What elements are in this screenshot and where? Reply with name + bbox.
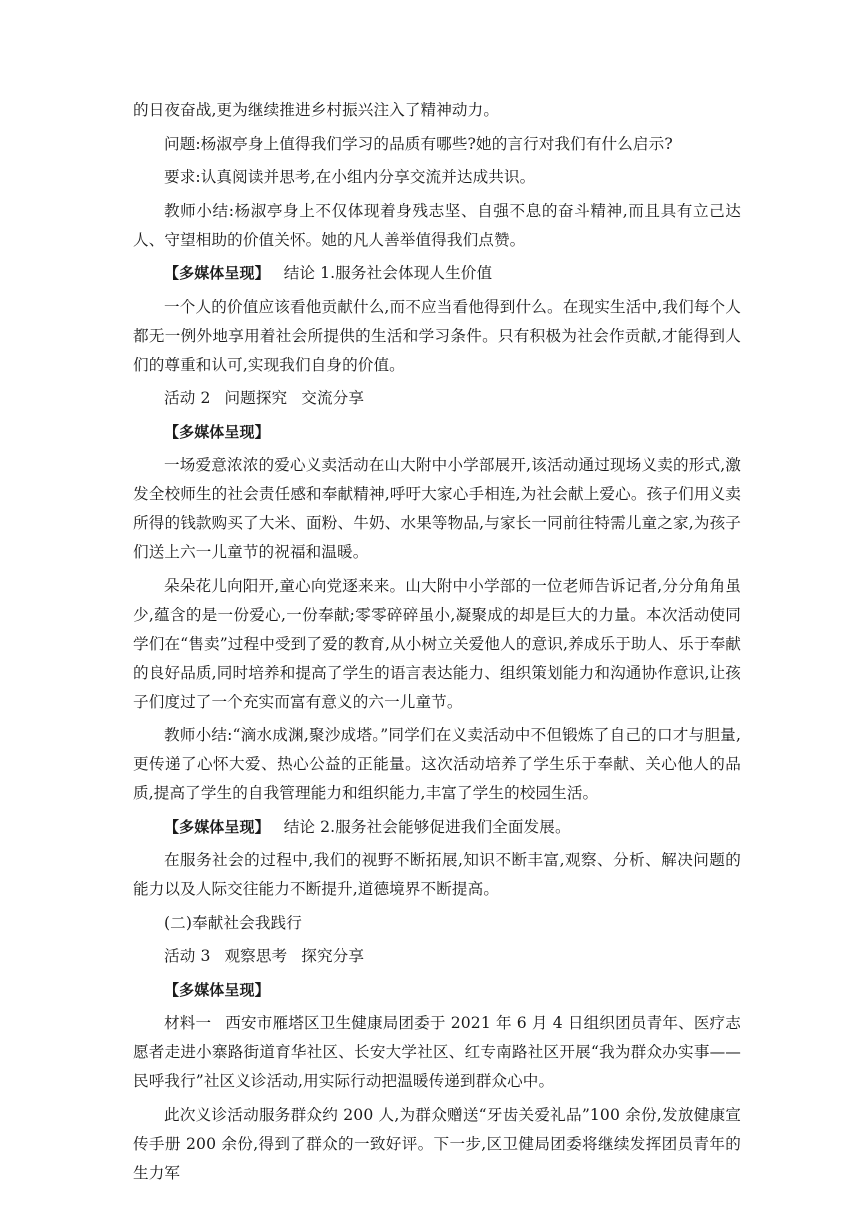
multimedia-tag: 【多媒体呈现】: [164, 980, 270, 999]
section-heading: (二)奉献社会我践行: [164, 913, 302, 932]
activity-subtitle: 交流分享: [301, 389, 365, 407]
requirement-paragraph: 要求:认真阅读并思考,在小组内分享交流并达成共识。: [164, 168, 536, 186]
teacher-summary-paragraph: 教师小结:杨淑亭身上不仅体现着身残志坚、自强不息的奋斗精神,而且具有立己达人、守望相助的价值关怀。她的凡人善举值得我们点赞。: [133, 201, 741, 249]
activity-heading-3: [133, 942, 741, 971]
paragraph: 此次义诊活动服务群众约 200 人,为群众赠送“牙齿关爱礼品”100 余份,发放健康宣传手册 200 余份,得到了群众的一致好评。下一步,区卫健局团委将继续发挥团员青年的生力军: [133, 1105, 741, 1182]
activity-heading-2: [133, 384, 741, 413]
paragraph: 一个人的价值应该看他贡献什么,而不应当看他得到什么。在现实生活中,我们每个人都无一例外地享用着社会所提供的生活和学习条件。只有积极为社会作贡献,才能得到人们的尊重和认可,实现我们自身的价值。: [133, 297, 741, 374]
conclusion-text: 结论 2.服务社会能够促进我们全面发展。: [283, 817, 571, 836]
multimedia-conclusion-1: [133, 259, 741, 288]
multimedia-heading: [133, 418, 741, 447]
material-text: 西安市雁塔区卫生健康局团委于 2021 年 6 月 4 日组织团员青年、医疗志愿者走进小寨路街道育华社区、长安大学社区、红专南路社区开展“我为群众办实事——民呼我行”社区义诊活动,用实际行动把温暖传递到群众心中。: [133, 1014, 741, 1090]
paragraph: 在服务社会的过程中,我们的视野不断拓展,知识不断丰富,观察、分析、解决问题的能力以及人际交往能力不断提升,道德境界不断提高。: [133, 851, 741, 898]
document-page: [133, 96, 741, 1192]
multimedia-tag: 【多媒体呈现】: [164, 422, 270, 441]
conclusion-text: 结论 1.服务社会体现人生价值: [283, 264, 493, 282]
paragraph: 的日夜奋战,更为继续推进乡村振兴注入了精神动力。: [133, 101, 500, 119]
activity-number: 活动 3: [164, 947, 211, 965]
paragraph: 朵朵花儿向阳开,童心向党逐来来。山大附中小学部的一位老师告诉记者,分分角角虽少,蕴含的是一份爱心,一份奉献;零零碎碎虽小,凝聚成的却是巨大的力量。本次活动使同学们在“售卖”过程中受到了爱的教育,从小树立关爱他人的意识,养成乐于助人、乐于奉献的良好品质,同时培养和提高了学生的语言表达能力、组织策划能力和沟通协作意识,让孩子们度过了一个充实而富有意义的六一儿童节。: [133, 576, 741, 711]
teacher-summary-paragraph: 教师小结:“滴水成渊,聚沙成塔。”同学们在义卖活动中不但锻炼了自己的口才与胆量,更传递了心怀大爱、热心公益的正能量。这次活动培养了学生乐于奉献、关心他人的品质,提高了学生的自我管理能力和组织能力,丰富了学生的校园生活。: [133, 726, 741, 802]
multimedia-heading: [133, 976, 741, 1005]
material-label: 材料一: [164, 1014, 212, 1032]
paragraph: 一场爱意浓浓的爱心义卖活动在山大附中小学部展开,该活动通过现场义卖的形式,激发全校师生的社会责任感和奉献精神,呼吁大家心手相连,为社会献上爱心。孩子们用义卖所得的钱款购买了大米、面粉、牛奶、水果等物品,与家长一同前往特需儿童之家,为孩子们送上六一儿童节的祝福和温暖。: [133, 456, 741, 561]
activity-subtitle: 探究分享: [301, 947, 365, 965]
activity-title: 观察思考: [224, 947, 288, 965]
multimedia-tag: 【多媒体呈现】: [164, 264, 270, 282]
activity-number: 活动 2: [164, 389, 211, 407]
activity-title: 问题探究: [224, 389, 288, 407]
question-paragraph: 问题:杨淑亭身上值得我们学习的品质有哪些?她的言行对我们有什么启示?: [164, 134, 673, 153]
multimedia-conclusion-2: [133, 813, 741, 842]
material-paragraph: [133, 1009, 741, 1096]
multimedia-tag: 【多媒体呈现】: [164, 817, 270, 836]
